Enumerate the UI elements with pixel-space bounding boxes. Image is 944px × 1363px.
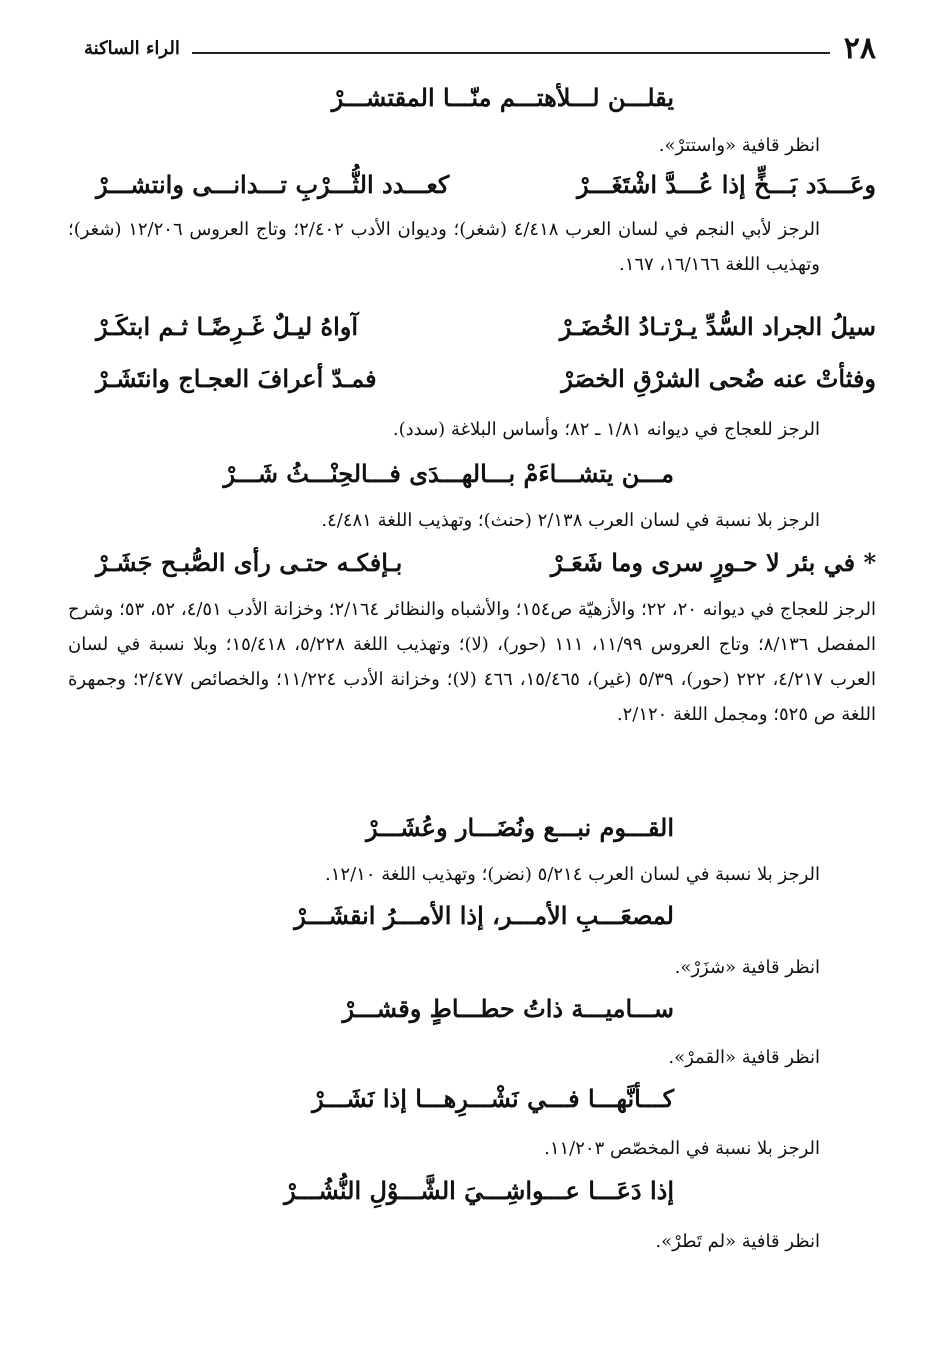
page-number: ٢٨ <box>843 30 876 66</box>
verse-line: ســـاميـــة ذاتُ حطـــاطٍ وقشـــرْ <box>342 994 674 1023</box>
citation-note: الرجز بلا نسبة في لسان العرب ٢/١٣٨ (حنث)؛ وتهذيب اللغة ٤/٤٨١. <box>321 510 820 531</box>
citation-note: الرجز للعجاج في ديوانه ١/٨١ ـ ٨٢؛ وأساس البلاغة (سدد). <box>392 419 820 440</box>
page-header <box>84 30 876 66</box>
cross-reference: انظر قافية «لم تَطرْ». <box>655 1231 820 1252</box>
verse-line: لمصعَـــبِ الأمـــر، إذا الأمـــرُ انقشَـــرْ <box>294 901 674 930</box>
second-hemistich: بـإفكـه حتـى رأى الصُّبـح جَشَـرْ <box>96 548 403 577</box>
verse-line: إذا دَعَـــا عـــواشِـــيَ الشَّـــوْلِ النُّشُـــرْ <box>284 1176 674 1205</box>
second-hemistich: كعـــدد الثُّـــرْبِ تـــدانـــى وانتشـــرْ <box>96 170 450 199</box>
verse-couplet <box>96 312 876 341</box>
verse-couplet <box>96 170 876 199</box>
verse-couplet <box>96 548 876 577</box>
verse-line: مـــن يتشـــاءَمْ بـــالهـــدَى فـــالحِنْـــثُ شَـــرْ <box>223 459 674 488</box>
verse-couplet <box>96 364 876 393</box>
first-hemistich: وعَـــدَد بَـــخٍّ إذا عُـــدَّ اشْتَغَـــرْ <box>577 170 876 199</box>
cross-reference: انظر قافية «شزَرْ». <box>674 957 820 978</box>
cross-reference: انظر قافية «القمرْ». <box>668 1047 820 1068</box>
second-hemistich: آواهُ ليـلٌ غَـرِضًـا ثـم ابتكَـرْ <box>96 312 359 341</box>
verse-line: يقلـــن لـــلأهتـــم منّـــا المقتشـــرْ <box>331 83 674 112</box>
running-title: الراء الساكنة <box>84 37 180 59</box>
citation-note: الرجز بلا نسبة في لسان العرب ٥/٢١٤ (نضر)؛ وتهذيب اللغة ١٢/١٠. <box>325 864 820 885</box>
citation-note: الرجز بلا نسبة في المخصّص ١١/٢٠٣. <box>544 1138 820 1159</box>
first-hemistich: سيلُ الجراد السُّدِّ يـرْتـادُ الخُضَـرْ <box>559 312 876 341</box>
citation-note: الرجز للعجاج في ديوانه ٢٠، ٢٢؛ والأزهيّة ص١٥٤؛ والأشباه والنظائر ٢/١٦٤؛ وخزانة الأدب ٤/٥١، ٥٢، ٥٣؛ وشرح المفصل ٨/١٣٦؛ وتاج العروس ١١/٩٩، ١١١ (حور)، (لا)؛ وتهذيب اللغة ٥/٢٢٨، ١٥/٤١٨؛ وبلا نسبة في لسان العرب ٤/٢١٧، ٢٢٢ (حور)، ٥/٣٩ (غير)، ١٥/٤٦٥، ٤٦٦ (لا)؛ وخزانة الأدب ١١/٢٢٤؛ والخصائص ٢/٤٧٧؛ وجمهرة اللغة ص ٥٢٥؛ ومجمل اللغة ٢/١٢٠. <box>68 599 877 725</box>
second-hemistich: فمـدّ أعرافَ العجـاج وانتَشَـرْ <box>96 364 377 393</box>
first-hemistich: وفثأتْ عنه ضُحى الشرْقِ الخصَرْ <box>561 364 876 393</box>
verse-line: كـــأنَّهـــا فـــي نَشْـــرِهـــا إذا نَشَـــرْ <box>312 1084 674 1113</box>
citation-note: الرجز لأبي النجم في لسان العرب ٤/٤١٨ (شغر)؛ وديوان الأدب ٢/٤٠٢؛ وتاج العروس ١٢/٢٠٦ (شغر)؛ وتهذيب اللغة ١٦/١٦٦، ١٦٧. <box>68 219 820 275</box>
cross-reference: انظر قافية «واستترْ». <box>658 135 820 156</box>
verse-line: القـــوم نبـــع ونُضَـــار وعُشَـــرْ <box>365 813 674 842</box>
first-hemistich: * في بئر لا حـورٍ سرى وما شَعَـرْ <box>550 548 876 577</box>
header-rule <box>192 52 830 54</box>
